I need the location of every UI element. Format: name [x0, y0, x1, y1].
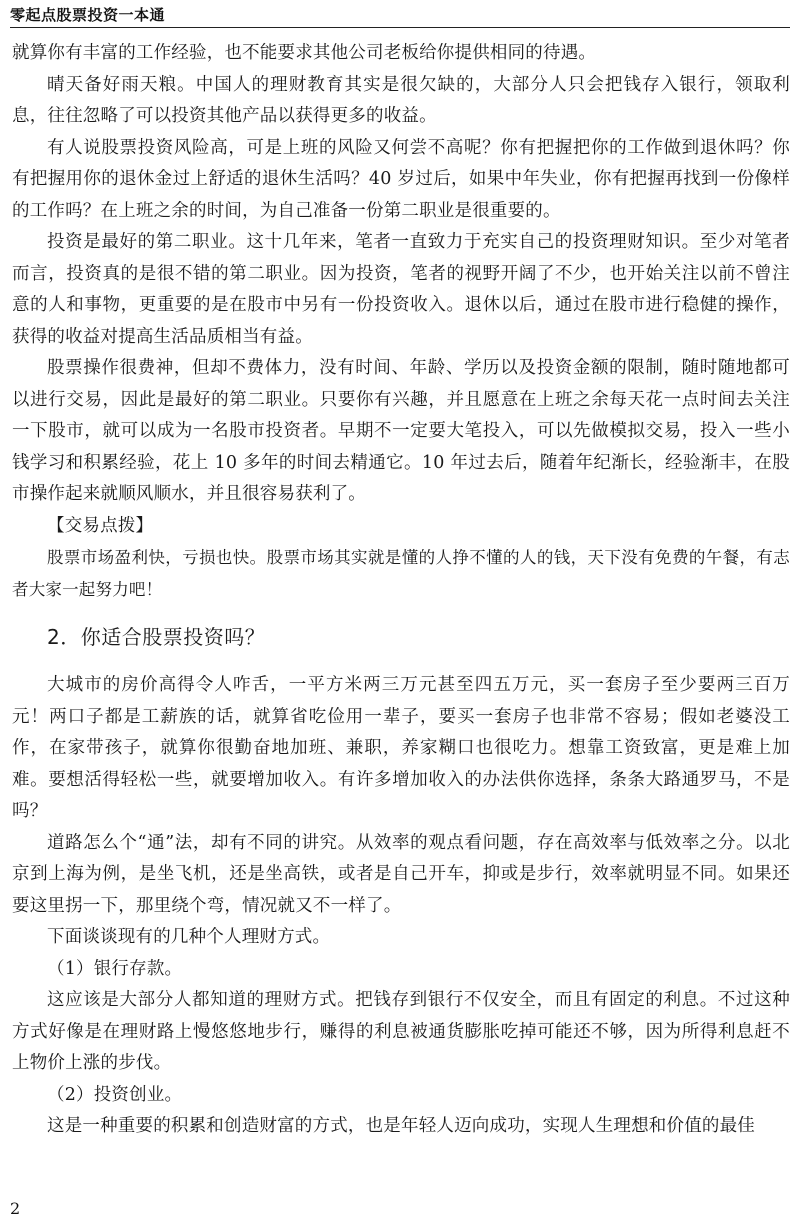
paragraph: 就算你有丰富的工作经验，也不能要求其他公司老板给你提供相同的待遇。: [12, 43, 597, 63]
page-number: 2: [10, 1199, 21, 1218]
page-body: [12, 38, 790, 1143]
paragraph: 股票操作很费神，但却不费体力，没有时间、年龄、学历以及投资金额的限制，随时随地都可以进行交易，因此是最好的第二职业。只要你有兴趣，并且愿意在上班之余每天花一点时间去关注一下股市，就可以成为一名股市投资者。早期不一定要大笔投入，可以先做模拟交易，投入一些小钱学习和积累经验，花上 10 多年的时间去精通它。10 年过去后，随着年纪渐长，经验渐丰，在股市操作起来就顺风顺水，并且很容易获利了。: [12, 358, 790, 504]
paragraph: 下面谈谈现有的几种个人理财方式。: [47, 927, 331, 947]
list-item-label: （1）银行存款。: [47, 958, 183, 979]
running-header-title: 零起点股票投资一本通: [10, 6, 166, 24]
paragraph: 大城市的房价高得令人咋舌，一平方米两三万元甚至四五万元，买一套房子至少要两三百万元！两口子都是工薪族的话，就算省吃俭用一辈子，要买一套房子也非常不容易；假如老婆没工作，在家带孩子，就算你很勤奋地加班、兼职，养家糊口也很吃力。想靠工资致富，更是难上加难。要想活得轻松一些，就要增加收入。有许多增加收入的办法供你选择，条条大路通罗马，不是吗？: [12, 675, 790, 821]
section-heading: 2．你适合股票投资吗？: [47, 625, 266, 649]
paragraph: 晴天备好雨天粮。中国人的理财教育其实是很欠缺的，大部分人只会把钱存入银行，领取利息，往往忽略了可以投资其他产品以获得更多的收益。: [12, 74, 790, 126]
paragraph: 道路怎么个“通”法，却有不同的讲究。从效率的观点看问题，存在高效率与低效率之分。以北京到上海为例，是坐飞机，还是坐高铁，或者是自己开车，抑或是步行，效率就明显不同。如果还要这里拐一下，那里绕个弯，情况就又不一样了。: [12, 832, 790, 916]
paragraph: 这应该是大部分人都知道的理财方式。把钱存到银行不仅安全，而且有固定的利息。不过这种方式好像是在理财路上慢悠悠地步行，赚得的利息被通货膨胀吃掉可能还不够，因为所得利息赶不上物价上涨的步伐。: [12, 990, 790, 1073]
list-item-label: （2）投资创业。: [47, 1084, 183, 1105]
trading-tip-text: 股票市场盈利快，亏损也快。股票市场其实就是懂的人挣不懂的人的钱，天下没有免费的午餐，有志者大家一起努力吧！: [12, 548, 790, 599]
header-rule: [10, 27, 790, 28]
paragraph: 有人说股票投资风险高，可是上班的风险又何尝不高呢？你有把握把你的工作做到退休吗？你有把握用你的退休金过上舒适的退休生活吗？40 岁过后，如果中年失业，你有把握再找到一份像样的工作吗？在上班之余的时间，为自己准备一份第二职业是很重要的。: [12, 137, 790, 221]
trading-tip-label: 【交易点拨】: [47, 515, 154, 536]
paragraph: 投资是最好的第二职业。这十几年来，笔者一直致力于充实自己的投资理财知识。至少对笔者而言，投资真的是很不错的第二职业。因为投资，笔者的视野开阔了不少，也开始关注以前不曾注意的人和事物，更重要的是在股市中另有一份投资收入。退休以后，通过在股市进行稳健的操作，获得的收益对提高生活品质相当有益。: [12, 232, 790, 347]
paragraph: 这是一种重要的积累和创造财富的方式，也是年轻人迈向成功，实现人生理想和价值的最佳: [47, 1116, 755, 1136]
